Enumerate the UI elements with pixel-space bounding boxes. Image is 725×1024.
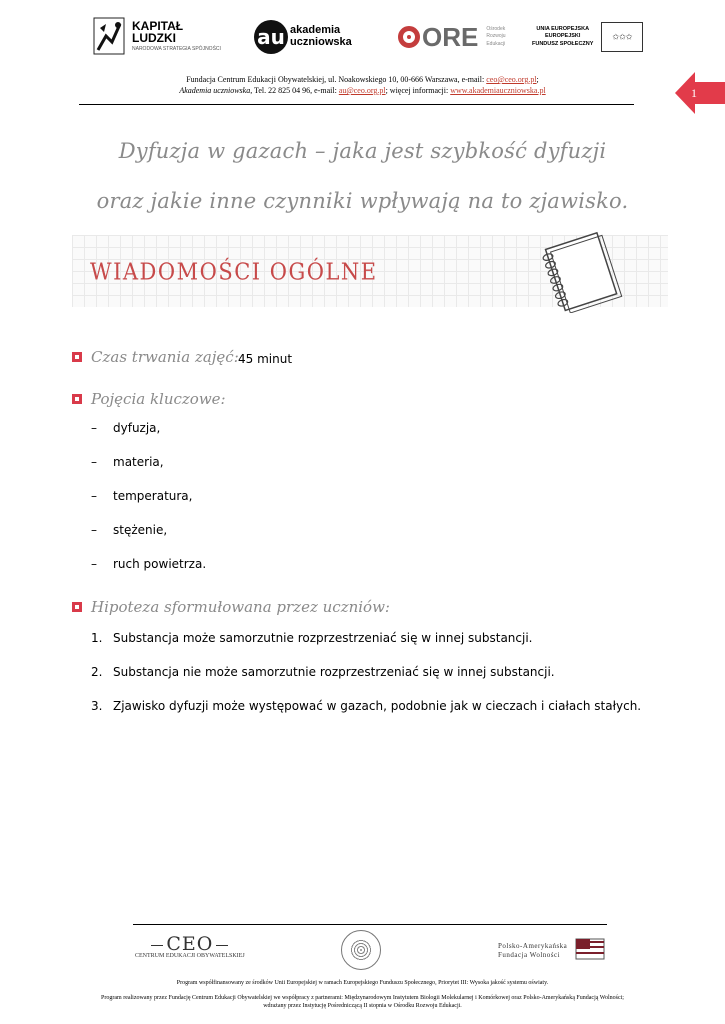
ore-circle-icon [398,26,420,48]
concept-text: dyfuzja, [113,421,161,435]
bullet-icon [72,352,82,362]
pafw-logo-text [498,942,567,960]
list-item [91,631,532,645]
header-line2-italic: Akademia uczniowska [179,86,251,95]
title-line-1: Dyfuzja w gazach – jaka jest szybkość dyfuzji [118,139,607,163]
eu-flag-icon: ✩✩✩ [601,22,643,52]
duration-value: 45 minut [238,352,293,366]
concept-text: stężenie, [113,523,168,537]
hypothesis-text: Substancja może samorzutnie rozprzestrzeniać się w innej substancji. [113,631,533,645]
header-info [0,74,725,96]
kapital-ludzki-logo [92,14,222,58]
akademia-line2: uczniowska [290,36,352,48]
ceo-logo-sub: CENTRUM EDUKACJI OBYWATELSKIEJ [135,953,245,959]
footer-note-2: Program realizowany przez Fundację Centrum Edukacji Obywatelskiej we współpracy z partnerami: Międzynarodowym Instytutem Biologii Molekularnej i Komórkowej oraz Polsko-Amerykańską Fundacją Wolności; [101,995,624,1001]
footer-note-3: wdrażany przez Instytucję Pośredniczącą II stopnia w Ośrodku Rozwoju Edukacji. [263,1003,462,1009]
hypothesis-label: Hipoteza sformułowana przez uczniów: [91,598,390,616]
ore-sub1: Ośrodek [486,25,506,32]
ue-line3: FUNDUSZ SPOŁECZNY [532,40,594,47]
duration-label: Czas trwania zajęć: [91,348,239,366]
ore-name: ORE [422,21,479,52]
kapital-ludzki-mark-icon [92,16,126,56]
concept-text: temperatura, [113,489,193,503]
header-website-link[interactable]: www.akademiauczniowska.pl [450,86,546,95]
ue-line2: EUROPEJSKI [544,33,581,40]
title-line-2: oraz jakie inne czynniki wpływają na to zjawisko. [96,189,629,213]
hypothesis-text: Substancja nie może samorzutnie rozprzestrzeniać się w innej substancji. [113,665,555,679]
page-number-arrow-icon [675,72,725,114]
hypothesis-text: Zjawisko dyfuzji może występować w gazach, podobnie jak w cieczach i ciałach stałych. [113,699,642,713]
bullet-icon [72,602,82,612]
ore-logo [398,20,506,54]
akademia-mark: au [254,20,288,54]
list-item: – dyfuzja, [91,421,161,435]
list-item: – temperatura, [91,489,193,503]
pafw-line1: Polsko-Amerykańska [498,942,568,950]
ue-logo [532,18,643,56]
concept-text: ruch powietrza. [113,557,207,571]
institute-seal-icon [341,930,381,970]
notebook-icon [538,229,628,318]
ue-line1: UNIA EUROPEJSKA [536,25,590,32]
hypothesis-number: 1. [91,631,103,645]
list-item: – ruch powietrza. [91,557,207,571]
pafw-line2: Fundacja Wolności [498,951,561,959]
page-number: 1 [691,86,697,100]
akademia-line1: akademia [290,24,341,37]
header-email-ceo[interactable]: ceo@ceo.org.pl [486,75,537,84]
akademia-uczniowska-logo [254,18,352,56]
concept-text: materia, [113,455,164,469]
header-line2-mid: ; więcej informacji: [385,86,451,95]
bullet-icon [72,394,82,404]
pafw-logo-icon [575,936,605,962]
concepts-label: Pojęcia kluczowe: [91,390,226,408]
header-line2-text: , Tel. 22 825 04 96, e-mail: [250,86,339,95]
list-item [91,665,555,679]
ceo-logo [135,933,245,959]
footer-note-1: Program współfinansowany ze środków Unii Europejskiej w ramach Europejskiego Funduszu Społecznego, Priorytet III: Wysoka jakość systemu oświaty. [176,980,549,986]
header-line1-end: ; [536,75,539,84]
banner-label: WIADOMOŚCI OGÓLNE [90,258,378,286]
ceo-logo-name: CEO [135,933,245,955]
header-email-au[interactable]: au@ceo.org.pl [338,86,386,95]
header-divider [79,104,634,105]
list-item: – materia, [91,455,164,469]
list-item: – stężenie, [91,523,168,537]
ore-sub2: Rozwoju [486,33,506,40]
hypothesis-number: 2. [91,665,103,679]
section-banner [72,235,668,307]
list-item [91,699,641,713]
kapital-ludzki-sub: NARODOWA STRATEGIA SPÓJNOŚCI [132,46,221,52]
footer-notes [0,994,725,1010]
ore-sub3: Edukacji [486,40,506,47]
hypothesis-number: 3. [91,699,103,713]
kapital-ludzki-name: KAPITAŁ LUDZKI [132,19,184,45]
footer-divider [133,924,607,925]
header-line1-text: Fundacja Centrum Edukacji Obywatelskiej, ul. Noakowskiego 10, 00-666 Warszawa, e-mail: [186,75,487,84]
